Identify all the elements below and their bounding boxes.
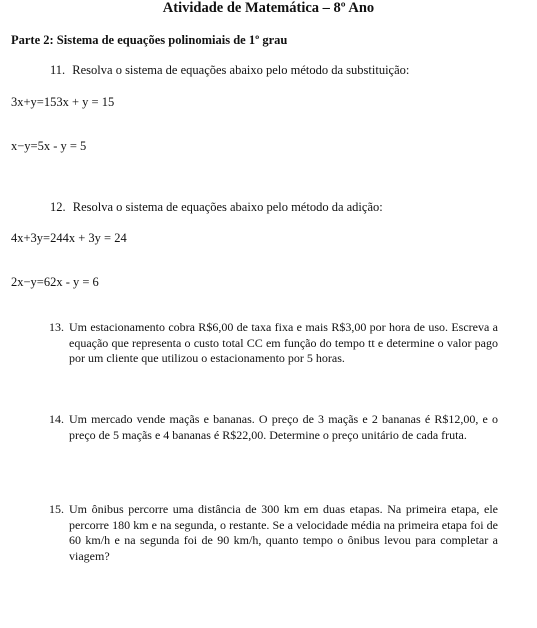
question-text: Um ônibus percorre uma distância de 300 km em duas etapas. Na primeira etapa, ele percorre 180 km e na segunda, o restante. Se a velocidade média na primeira etapa foi de 60 km/h e na segunda foi de 90 km/h, quanto tempo o ônibus levou para completar a viagem? xyxy=(69,502,498,563)
equation-12-2: 2x−y=62x - y = 6 xyxy=(11,275,99,289)
question-15 xyxy=(49,502,498,564)
section-heading: Parte 2: Sistema de equações polinomiais de 1º grau xyxy=(11,33,288,47)
question-text: Um estacionamento cobra R$6,00 de taxa fixa e mais R$3,00 por hora de uso. Escreva a equação que representa o custo total CC em função do tempo tt e determine o valor pago por um cliente que utilizou o estacionamento por 5 horas. xyxy=(69,320,498,365)
question-11 xyxy=(50,63,409,78)
question-number: 11. xyxy=(50,63,66,77)
equation-11-2: x−y=5x - y = 5 xyxy=(11,139,87,153)
question-number: 14. xyxy=(49,412,64,426)
question-number: 13. xyxy=(49,320,64,334)
question-text: Resolva o sistema de equações abaixo pelo método da substituição: xyxy=(72,63,410,77)
equation-12-1: 4x+3y=244x + 3y = 24 xyxy=(11,231,127,245)
question-12 xyxy=(50,200,383,215)
question-14 xyxy=(49,412,498,443)
question-number: 15. xyxy=(49,502,64,516)
question-text: Resolva o sistema de equações abaixo pelo método da adição: xyxy=(72,200,383,214)
question-number: 12. xyxy=(50,200,66,214)
equation-11-1: 3x+y=153x + y = 15 xyxy=(11,95,115,109)
document-title: Atividade de Matemática – 8º Ano xyxy=(162,0,375,16)
question-13 xyxy=(49,320,498,367)
question-text: Um mercado vende maçãs e bananas. O preço de 3 maçãs e 2 bananas é R$12,00, e o preço de 5 maçãs e 4 bananas é R$22,00. Determine o preço unitário de cada fruta. xyxy=(69,412,498,442)
